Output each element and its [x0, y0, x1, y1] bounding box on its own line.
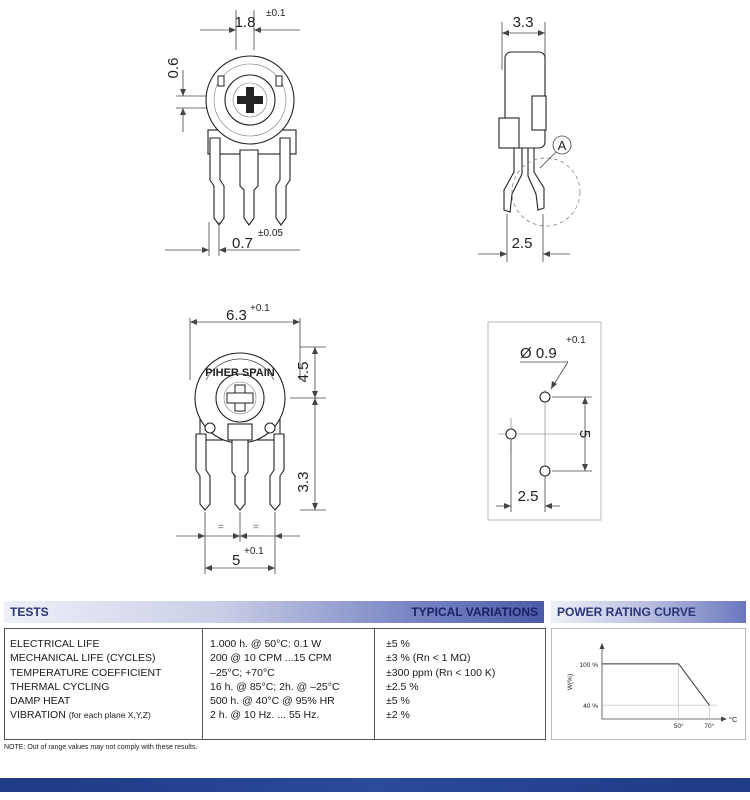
test-condition: 500 h. @ 40°C @ 95% HR	[210, 695, 335, 708]
y-tick-label: 100 %	[579, 661, 598, 669]
x-tick-label: 70°	[704, 723, 715, 730]
y-axis-arrow	[600, 643, 605, 649]
test-variation: ±2 %	[386, 709, 410, 722]
test-names-column	[5, 629, 203, 739]
tests-title: TESTS	[10, 605, 49, 619]
eq-mark-2: =	[253, 522, 259, 533]
dim-pin-offset: 2.5	[511, 235, 533, 252]
power-curve-line	[602, 664, 709, 705]
front-view-bottom	[176, 303, 326, 574]
variations-title: TYPICAL VARIATIONS	[411, 605, 538, 619]
test-condition: –25°C; +70°C	[210, 666, 275, 679]
test-variation: ±2.5 %	[386, 680, 419, 693]
dim-hole-dia: Ø 0.9	[520, 345, 557, 362]
y-tick-label: 40 %	[583, 703, 598, 711]
dim-pitch: 0.7	[232, 235, 253, 252]
dim-hole-tol: +0.1	[566, 335, 586, 346]
dim-span: 5	[232, 552, 241, 569]
side-view	[478, 14, 580, 262]
test-name-vibration	[10, 708, 202, 722]
dim-pitch-tol: ±0.05	[258, 228, 283, 239]
test-name: DAMP HEAT	[10, 695, 71, 708]
power-rating-chart	[552, 629, 745, 739]
dim-height-top: 0.6	[165, 57, 182, 79]
dim-width-bottom-tol: +0.1	[250, 303, 270, 314]
test-condition: 2 h. @ 10 Hz. ... 55 Hz.	[210, 709, 320, 722]
brand-marking: PIHER SPAIN	[205, 367, 275, 379]
x-tick-label: 50°	[673, 723, 684, 730]
test-conditions-column	[203, 629, 375, 739]
test-condition: 1.000 h. @ 50°C: 0.1 W	[210, 638, 322, 650]
test-name: MECHANICAL LIFE (CYCLES)	[10, 652, 156, 665]
test-name: VIBRATION	[10, 709, 66, 722]
power-title: POWER RATING CURVE	[557, 605, 696, 619]
dim-width-bottom: 6.3	[226, 307, 247, 324]
dim-lower: 3.3	[295, 471, 312, 493]
tests-table	[4, 628, 546, 740]
dim-width-top-tol: ±0.1	[266, 8, 286, 19]
tests-header	[4, 601, 544, 623]
test-name: ELECTRICAL LIFE	[10, 638, 100, 650]
x-axis-arrow	[721, 717, 727, 722]
power-chart-box	[551, 628, 746, 740]
x-axis-label: °C	[729, 715, 738, 724]
test-condition: 16 h. @ 85°C; 2h. @ –25°C	[210, 680, 340, 693]
test-name: THERMAL CYCLING	[10, 680, 110, 693]
power-header	[551, 601, 746, 623]
dim-width-top: 1.8	[234, 14, 256, 31]
test-variation: ±5 %	[386, 695, 410, 708]
test-variation: ±5 %	[386, 638, 410, 650]
test-name-suffix: (for each plane X,Y,Z)	[68, 710, 151, 721]
front-view-top	[165, 8, 300, 256]
pcb-layout	[488, 322, 601, 520]
dim-upper: 4.5	[295, 361, 312, 383]
dim-depth: 3.3	[512, 14, 534, 31]
footnote: NOTE: Out of range values may not comply with these results.	[4, 744, 198, 751]
y-axis-label: W(%)	[567, 673, 574, 691]
footer-bar	[0, 778, 750, 792]
test-condition: 200 @ 10 CPM ...15 CPM	[210, 652, 332, 665]
dim-span-tol: +0.1	[244, 546, 264, 557]
test-variation: ±300 ppm (Rn < 100 K)	[386, 666, 496, 679]
eq-mark-1: =	[218, 522, 224, 533]
dim-vert: 5	[576, 429, 593, 439]
detail-label: A	[557, 138, 567, 153]
dim-horiz: 2.5	[517, 488, 539, 505]
test-name: TEMPERATURE COEFFICIENT	[10, 666, 162, 679]
test-variation: ±3 % (Rn < 1 MΩ)	[386, 652, 471, 665]
test-variations-column	[375, 629, 545, 739]
